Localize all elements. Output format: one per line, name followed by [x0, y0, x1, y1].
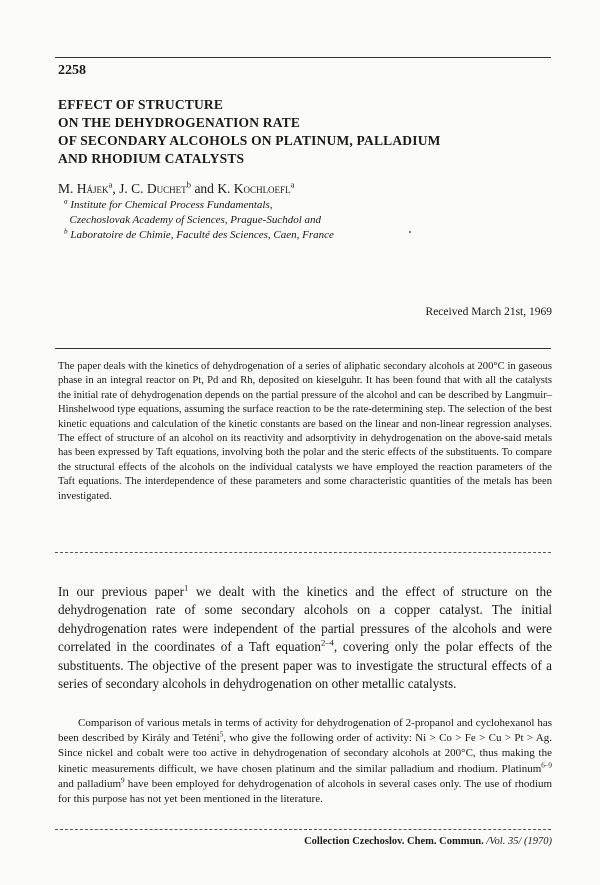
title-line: ON THE DEHYDROGENATION RATE — [58, 115, 301, 130]
text-run: we dealt with the kinetics and the effect of structure on the dehydrogenation rate of some secondary alcohols on a copper catalyst. The initial dehydrogenation rates were independent of the partial pressures of the alcohols and were correlated in the coordinates of a Taft equation — [58, 584, 552, 655]
author-affiliation-mark: b — [186, 179, 192, 190]
citation-ref: 9 — [121, 776, 125, 785]
author-separator: , — [112, 181, 120, 196]
affiliation-line — [64, 228, 334, 243]
text-run: Comparison of various metals in terms of activity for dehydrogenation of 2-propanol and cyclohexanol has been described by Király and Teténi — [58, 717, 552, 745]
paper-title — [58, 96, 538, 168]
text-run: In our previous paper — [58, 584, 184, 599]
received-date: Received March 21st, 1969 — [425, 306, 552, 318]
affiliations — [64, 198, 334, 243]
affiliation-mark: b — [64, 227, 68, 236]
title-line: OF SECONDARY ALCOHOLS ON PLATINUM, PALLADIUM — [58, 133, 441, 148]
intro-paragraph — [58, 583, 552, 693]
abstract-text: The paper deals with the kinetics of dehydrogenation of a series of aliphatic secondary alcohols at 200°C in gaseous phase in an integral reactor on Pt, Pd and Rh, deposited on kieselguhr. It has been found that with all the catalysts the initial rate of dehydrogenation depends on the partial pressure of the alcohol and can be described by Langmuir–Hinshelwood type equations, assuming the surface reaction to be the rate-determining step. The selection of the best kinetic equations and calculation of the kinetic constants are based on the linear and non-linear regression analyses. The effect of structure of an alcohol on its reactivity and adsorptivity in dehydrogenation on the above-said metals has been expressed by Taft equations, involving both the polar and the steric effects of the substituents. To compare the structural effects of the alcohols on the individual catalysts we have employed the reaction parameters of the Taft equations. The interdependence of these parameters and some characteristic quantities of the metals has been investigated. — [58, 361, 552, 502]
journal-footer — [304, 836, 552, 847]
citation-ref: 5 — [219, 730, 224, 739]
citation-ref: 1 — [183, 582, 189, 593]
citation-ref: 6–9 — [541, 760, 552, 769]
abstract-top-rule — [55, 348, 551, 349]
author-and: and — [194, 181, 214, 196]
abstract-bottom-rule — [55, 552, 551, 553]
journal-volume: /Vol. 35/ (1970) — [486, 836, 552, 847]
text-run: , covering only the polar effects of the substituents. The objective of the present paper was to investigate the structural effects of a series of secondary alcohols in dehydrogenation on other metallic catalysts. — [58, 639, 552, 692]
author-affiliation-mark: a — [290, 179, 295, 190]
author-name: M. Hájek — [58, 181, 109, 196]
author-name: J. C. Duchet — [119, 181, 187, 196]
affiliation-text: Institute for Chemical Process Fundamentals, — [70, 199, 273, 211]
title-line: AND RHODIUM CATALYSTS — [58, 151, 245, 166]
author-name: K. Kochloefl — [217, 181, 291, 196]
affiliation-text: Laboratoire de Chimie, Faculté des Sciences, Caen, France — [70, 229, 334, 241]
footer-rule — [55, 829, 551, 830]
page-number: 2258 — [58, 63, 86, 78]
text-run: and palladium — [58, 777, 122, 790]
body-paragraph — [58, 716, 552, 807]
author-affiliation-mark: a — [108, 179, 113, 190]
scan-speck — [409, 231, 411, 233]
affiliation-line — [64, 213, 334, 228]
author-list — [58, 181, 294, 197]
citation-ref: 2–4 — [320, 637, 334, 648]
affiliation-mark: a — [64, 197, 68, 206]
affiliation-line — [64, 198, 334, 213]
header-rule — [55, 57, 551, 58]
text-run: have been employed for dehydrogenation of alcohols in several cases only. The use of rhodium for this purpose has not yet been mentioned in the literature. — [58, 777, 553, 806]
title-line: EFFECT OF STRUCTURE — [58, 97, 224, 112]
text-run: , who give the following order of activity: Ni > Co > Fe > Cu > Pt > Ag. Since nickel and cobalt were too active in dehydrogenation of secondary alcohols at 200°C, thus making the kinetic measurements difficult, we have chosen platinum and the similar palladium and rhodium. Platinum — [58, 732, 553, 775]
affiliation-text: Czechoslovak Academy of Sciences, Prague-Suchdol and — [69, 214, 322, 226]
journal-name: Collection Czechoslov. Chem. Commun. — [304, 836, 484, 847]
